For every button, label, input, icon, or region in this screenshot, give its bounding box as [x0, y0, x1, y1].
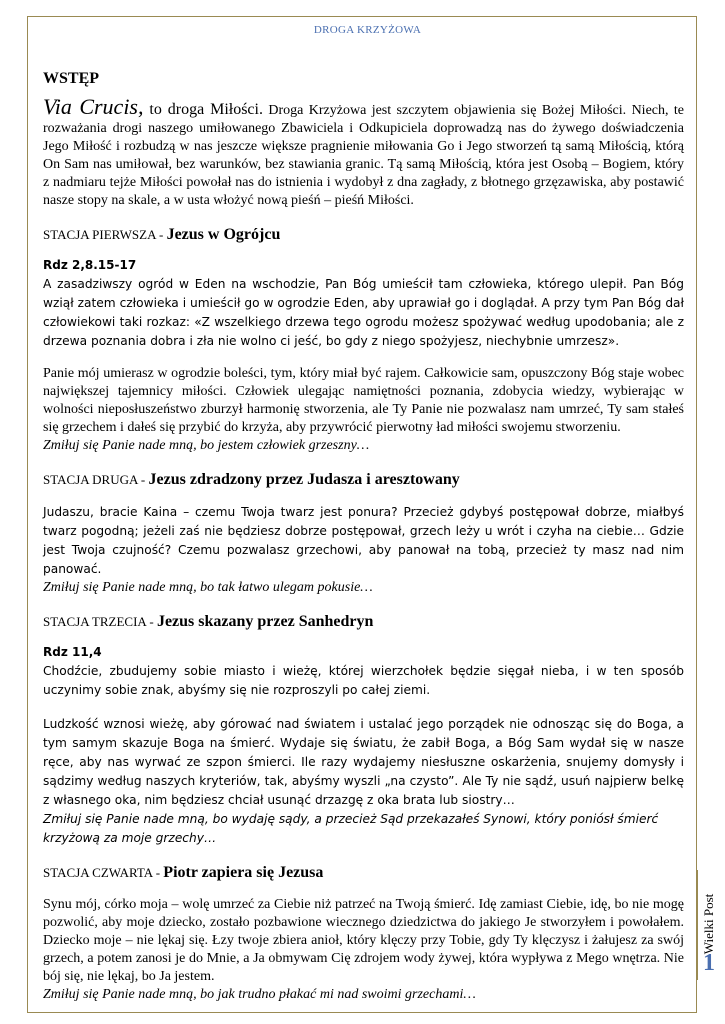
- intro-heading: WSTĘP: [43, 70, 100, 87]
- station-label: STACJA TRZECIA -: [43, 614, 157, 629]
- via-crucis-title: Via Crucis,: [43, 94, 144, 119]
- document-body: [43, 64, 684, 1004]
- meditation-text: Ludzkość wznosi wieżę, aby górować nad światem i ustalać jego porządek nie odnosząc się do Boga, a tym samym skazuje Boga na śmierć. Wydaje się światu, że zabił Boga, a Bóg Sam wydał się w nasze ręce, aby nas wyrwać ze szpon śmierci. Ile razy wydajemy niesłuszne oskarżenia, snujemy domysły i sądzimy według naszych kryteriów, tak, abyśmy wyszli „na czysto”. Ale Ty nie sądź, usuń najpierw belkę z własnego oka, nim będziesz chciał usunąć drzazgę z oka brata lub siostry…: [43, 717, 684, 807]
- scripture-text: Chodźcie, zbudujemy sobie miasto i wieżę, której wierzchołek będzie sięgał nieba, i w ten sposób uczynimy sobie znak, abyśmy się nie rozproszyli po całej ziemi.: [43, 664, 684, 697]
- station-label: STACJA PIERWSZA -: [43, 227, 167, 242]
- station-1-heading: [43, 226, 684, 244]
- intro-lead: to droga Miłości.: [143, 101, 263, 118]
- prayer-text: Zmiłuj się Panie nade mną, bo wydaję sądy, a przecież Sąd przekazałeś Synowi, który poniósł śmierć krzyżową za moje grzechy…: [43, 812, 659, 845]
- scripture-reference: Rdz 2,8.15-17: [43, 258, 137, 272]
- intro-text: Droga Krzyżowa jest szczytem objawienia się Bożej Miłości. Niech, te rozważania drogi naszego umiłowanego Zbawiciela i Odkupiciela doprowadzą nas do żywego doświadczenia Jego Miłość i rozbudzą w nas jeszcze większe pragnienie miłowania Go i Jego stworzeń tą samą Miłością, którą On Sam nas umiłował, bez warunków, bez stawiania granic. Tą samą Miłością, która jest Osobą – Bogiem, który z nadmiaru tejże Miłości powołał nas do istnienia i wydobył z dna zagłady, z błotnego grzęzawiska, aby postawić nasze stopy na skale, a w usta włożyć nową pieśń – pieśń Miłości.: [43, 103, 684, 208]
- station-4-heading: [43, 864, 684, 882]
- station-2-heading: [43, 471, 684, 489]
- page-number: 1: [703, 950, 715, 976]
- prayer-text: Zmiłuj się Panie nade mną, bo tak łatwo ulegam pokusie…: [43, 580, 373, 595]
- station-label: STACJA CZWARTA -: [43, 865, 164, 880]
- meditation-text: Synu mój, córko moja – wolę umrzeć za Ciebie niż patrzeć na Twoją śmierć. Idę zamiast Ciebie, idę, bo nie mogę pozwolić, aby moje dziecko, zostało pozbawione wiecznego dziedzictwa do jakiego Je stworzyłem i powołałem. Dziecko moje – nie lękaj się. Łzy twoje zbiera anioł, który klęczy przy Tobie, gdy Ty klęczysz i żałujesz za swój grzech, a potem zanosi je do Mnie, a Ja obmywam Cię zdrojem wody żywej, która wypływa z Mego wnętrza. Nie bój się, nie lękaj, bo Ja jestem.: [43, 897, 684, 984]
- scripture-reference: Rdz 11,4: [43, 645, 102, 659]
- meditation-text: Panie mój umierasz w ogrodzie boleści, tym, który miał być rajem. Całkowicie sam, opuszczony Bóg staje wobec największej tajemnicy miłości. Człowiek ulegając namiętności poznania, zdobycia wiedzy, wybierając w wolności nieposłuszeństwo zburzył harmonię stworzenia, ale Ty Panie nie pozwalasz nam umrzeć, Ty sam stałeś się grzechem i dałeś się przybić do krzyża, aby przywrócić pierwotny ład miłości swojemu stworzeniu.: [43, 366, 684, 435]
- station-3-heading: [43, 613, 684, 631]
- running-header: DROGA KRZYŻOWA: [313, 24, 422, 36]
- station-title: Jezus skazany przez Sanhedryn: [156, 613, 374, 630]
- scripture-text: A zasadziwszy ogród w Eden na wschodzie, Pan Bóg umieścił tam człowieka, którego ulepił. Pan Bóg wziął zatem człowieka i umieścił go w ogrodzie Eden, aby uprawiał go i doglądał. A przy tym Pan Bóg dał człowiekowi taki rozkaz: «Z wszelkiego drzewa tego ogrodu możesz spożywać według upodobania; ale z drzewa poznania dobra i zła nie wolno ci jeść, bo gdy z niego spożyjesz, niechybnie umrzesz».: [43, 277, 684, 348]
- prayer-text: Zmiłuj się Panie nade mną, bo jestem człowiek grzeszny…: [43, 438, 370, 453]
- station-title: Jezus zdradzony przez Judasza i aresztowany: [148, 471, 460, 488]
- station-title: Piotr zapiera się Jezusa: [163, 864, 324, 881]
- prayer-text: Zmiłuj się Panie nade mną, bo jak trudno płakać mi nad swoimi grzechami…: [43, 987, 476, 1002]
- intro-paragraph: [43, 94, 684, 210]
- station-label: STACJA DRUGA -: [43, 472, 149, 487]
- meditation-text: Judaszu, bracie Kaina – czemu Twoja twarz jest ponura? Przecież gdybyś postępował dobrze, miałbyś twarz pogodną; jeżeli zaś nie będziesz dobrze postępował, grzech leży u wrót i czyha na ciebie… Gdzie jest Twoja czujność? Czemu pozwalasz grzechowi, aby panował na tobą, przecież ty masz nad nim panować.: [43, 505, 684, 576]
- station-title: Jezus w Ogrójcu: [166, 226, 281, 243]
- side-label: Wielki Post: [701, 893, 716, 955]
